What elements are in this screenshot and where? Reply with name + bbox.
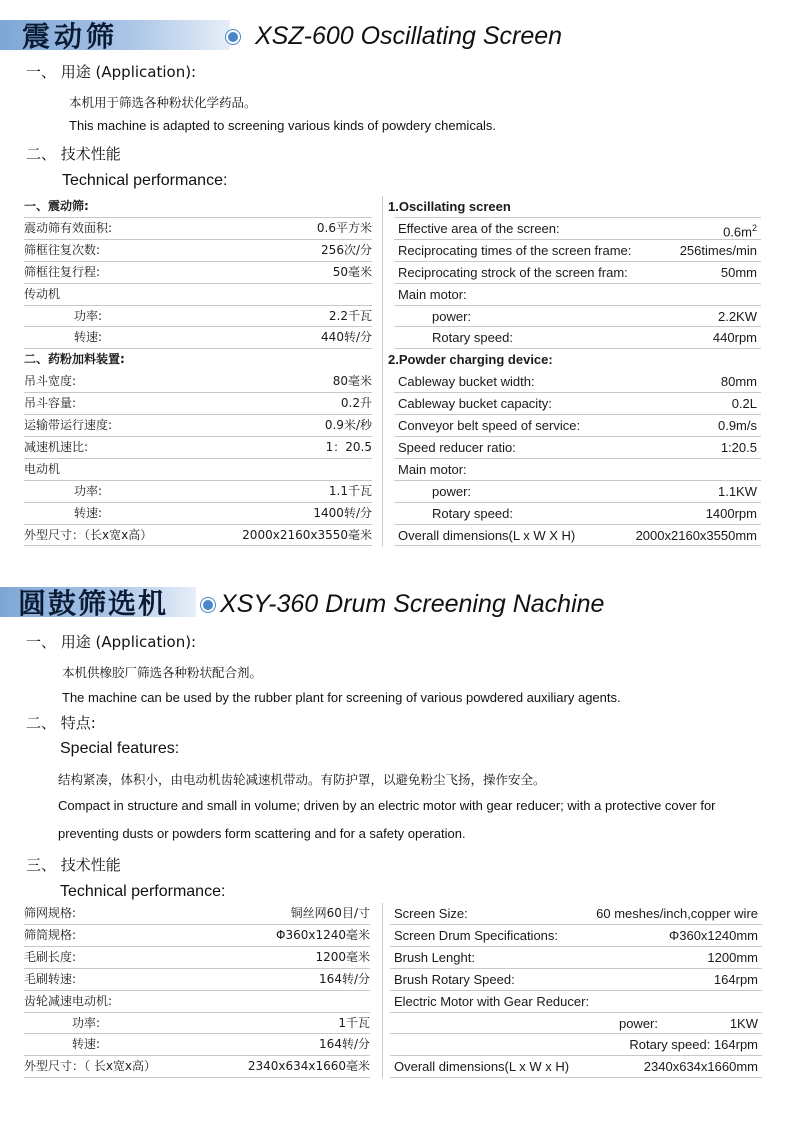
spec-label-en: 2.Powder charging device: [388,352,553,368]
spec-value-cn: 0.6平方米 [316,220,372,235]
tech-heading-en: Technical performance: [62,172,228,189]
spec-value-en [560,525,757,547]
spec-label-en: Rotary speed: 164rpm [629,1037,758,1053]
features-text-en-2: preventing dusts or powders form scattering and for a safety operation. [58,826,466,841]
spec-value-en [520,1013,758,1035]
table-row [0,371,803,393]
spec-label-en: 1.Oscillating screen [388,199,511,214]
spec-label-en: power: [618,1015,658,1031]
spec-label-cn: 外型尺寸：（ 长x宽x高） [24,1059,157,1074]
spec-value-cn: 2.2千瓦 [328,308,372,323]
spec-label-cn: 运输带运行速度: [24,418,113,432]
spec-label-cn: 转速: [74,330,103,345]
spec-value-en [520,947,758,969]
row-divider [24,545,372,546]
spec-value-cn: 164转/分 [319,971,370,986]
spec-label-en: Brush Rotary Speed: [394,971,515,987]
spec-value-en [560,437,757,459]
table-row [0,991,803,1013]
spec-label-cn: 筛框往复次数: [24,242,101,257]
table-row [0,1034,803,1056]
spec-label-cn: 筛框往复行程: [24,264,101,279]
spec-value-cn: 2000x2160x3550毫米 [242,527,372,542]
spec-value-cn: 1千瓦 [338,1015,370,1030]
spec-label-en: Cableway bucket width: [398,374,535,390]
spec-value-cn: 0.9米/秒 [324,418,372,432]
spec-label-en: Main motor: [398,461,467,477]
table-row [0,327,803,349]
spec-label-cn: 功率: [72,1015,101,1030]
spec-label-en: Rotary speed: [432,330,513,346]
table-row [0,437,803,459]
spec-value-en-text: 80mm [720,374,757,390]
spec-label-cn: 外型尺寸：（长x宽x高） [24,527,153,542]
spec-value-en [560,393,757,415]
spec-label-cn: 筛网规格: [24,906,77,920]
spec-value-cn: 0.2升 [340,396,372,411]
table-row [0,1056,803,1078]
bullet-dot-icon [226,30,240,44]
spec-value-en [560,306,757,328]
spec-value-cn: 50毫米 [332,264,372,279]
features-text-en-1: Compact in structure and small in volume; driven by an electric motor with gear reducer; with a protective cover for [58,798,716,813]
column-divider [382,903,383,1078]
table-row [0,218,803,240]
spec-value-cn: Φ360x1240毫米 [276,927,370,942]
table-row [0,481,803,503]
application-heading: 一、 用途 (Application): [26,63,197,81]
spec-label-en: Main motor: [398,286,467,302]
features-heading-cn: 二、 特点: [26,714,96,732]
spec-label-cn: 一、震动筛: [24,199,89,213]
spec-label-cn: 吊斗宽度: [24,374,77,389]
spec-value-en-text: 0.2L [731,396,757,412]
spec-value-en [560,371,757,393]
spec-label-en: Screen Drum Specifications: [394,927,559,943]
spec-value-en-text: 1200mm [707,949,758,965]
spec-value-cn: 256次/分 [321,242,372,257]
spec-label-en: Effective area of the screen: [398,220,560,236]
spec-label-en: Speed reducer ratio: [398,439,516,455]
spec-label-cn: 筛筒规格: [24,927,77,942]
spec-value-en [520,969,758,991]
spec-label-cn: 转速: [74,505,103,520]
spec-label-cn: 功率: [74,483,103,498]
table-row [0,240,803,262]
application-text-en-2: The machine can be used by the rubber plant for screening of various powdered auxiliary agents. [62,690,621,705]
spec-value-cn: 80毫米 [332,374,372,389]
spec-label-cn: 震动筛有效面积: [24,220,113,235]
table-row [0,969,803,991]
spec-label-cn: 功率: [74,308,103,323]
spec-value-cn: 2340x634x1660毫米 [247,1059,370,1074]
table-row [0,262,803,284]
spec-value-en-text: 50mm [720,264,757,280]
section2-title-cn: 圆鼓筛选机 [18,587,169,620]
spec-value-cn: 铜丝网60目/寸 [290,906,370,920]
spec-value-en [560,218,757,240]
spec-value-en-text: 2000x2160x3550mm [635,527,757,543]
spec-label-cn: 吊斗容量: [24,396,77,411]
spec-value-en-text: 1KW [729,1015,758,1031]
spec-label-cn: 转速: [72,1037,101,1052]
superscript: 2 [751,222,757,233]
spec-value-en [520,1056,758,1078]
table-row [0,503,803,525]
spec-value-cn: 1400转/分 [313,505,372,520]
application-text-cn: 本机用于筛选各种粉状化学药品。 [69,95,257,110]
table-row [0,525,803,547]
section1-title-cn: 震动筛 [22,20,119,53]
spec-value-en-text: 1.1KW [717,483,757,499]
spec-label-en: power: [432,308,472,324]
spec-label-cn: 电动机 [24,461,61,476]
spec-label-en: Rotary speed: [432,505,513,521]
spec-value-en-text: 1400rpm [705,505,757,521]
row-divider [394,545,761,546]
spec-value-cn: 164转/分 [319,1037,370,1052]
spec-value-en [520,925,758,947]
spec-label-en: Cableway bucket capacity: [398,396,552,412]
spec-value-cn: 1：20.5 [325,439,372,454]
spec-label-cn: 齿轮减速电动机: [24,993,113,1008]
table-row [0,306,803,328]
row-divider [390,1077,762,1078]
spec-value-en-text: 1:20.5 [720,439,757,455]
spec-value-en [560,327,757,349]
table-row [0,349,803,371]
tech-heading-en-2: Technical performance: [60,883,226,900]
tech-heading-cn: 二、 技术性能 [26,145,121,163]
spec-label-en: power: [432,483,472,499]
table-row [0,415,803,437]
features-heading-en: Special features: [60,740,180,757]
spec-value-en-text: 440rpm [712,330,757,346]
table-row [0,947,803,969]
application-heading-2: 一、 用途 (Application): [26,633,197,651]
spec-label-en: Reciprocating strock of the screen fram: [398,264,628,280]
spec-value-en [560,481,757,503]
spec-value-en [560,240,757,262]
table-row [0,459,803,481]
spec-value-cn: 1200毫米 [315,949,370,964]
spec-value-en-text: 0.9m/s [717,418,757,433]
table-row [0,903,803,925]
spec-label-cn: 毛刷转速: [24,971,77,986]
spec-value-en-text: 2340x634x1660mm [643,1059,758,1075]
section2-title-en: XSY-360 Drum Screening Nachine [220,590,605,618]
spec-value-en-text: 164rpm [713,971,758,987]
spec-label-cn: 二、药粉加料装置: [24,352,125,367]
application-text-cn-2: 本机供橡胶厂筛选各种粉状配合剂。 [62,665,263,680]
spec-label-cn: 毛刷长度: [24,949,77,964]
spec-value-en [560,262,757,284]
spec-value-en-text: 2.2KW [717,308,757,324]
table-row [0,925,803,947]
section1-title-en: XSZ-600 Oscillating Screen [255,22,563,50]
spec-value-en-text: 256times/min [679,242,757,258]
spec-value-cn: 440转/分 [321,330,372,345]
table-row [0,1013,803,1035]
spec-value-cn: 1.1千瓦 [328,483,372,498]
spec-value-en-text: Φ360x1240mm [668,927,758,943]
spec-value-en [560,415,757,437]
application-text-en: This machine is adapted to screening various kinds of powdery chemicals. [69,118,497,133]
bullet-dot-icon [201,598,215,612]
spec-label-cn: 减速机速比: [24,439,89,454]
spec-value-en [560,503,757,525]
spec-value-en-text: 60 meshes/inch,copper wire [596,906,758,921]
table-row [0,196,803,218]
spec-label-en: Reciprocating times of the screen frame: [398,242,632,258]
spec-label-en: Overall dimensions(L x W X H) [398,527,576,543]
spec-value-en [520,903,758,925]
spec-label-en: Electric Motor with Gear Reducer: [394,993,590,1009]
spec-label-en: Brush Lenght: [394,949,475,965]
spec-label-cn: 传动机 [24,286,61,301]
spec-label-en: Overall dimensions(L x W x H) [394,1059,570,1075]
spec-value-en-text: 0.6m [723,224,752,240]
column-divider [382,196,383,546]
spec-label-en: Screen Size: [394,906,468,921]
tech-heading-cn-2: 三、 技术性能 [26,856,121,874]
spec-label-en: Conveyor belt speed of service: [398,418,581,433]
table-row [0,393,803,415]
features-text-cn: 结构紧凑，体积小，由电动机齿轮减速机带动。有防护罩，以避免粉尘飞扬，操作安全。 [58,772,546,787]
table-row [0,284,803,306]
row-divider [24,1077,370,1078]
